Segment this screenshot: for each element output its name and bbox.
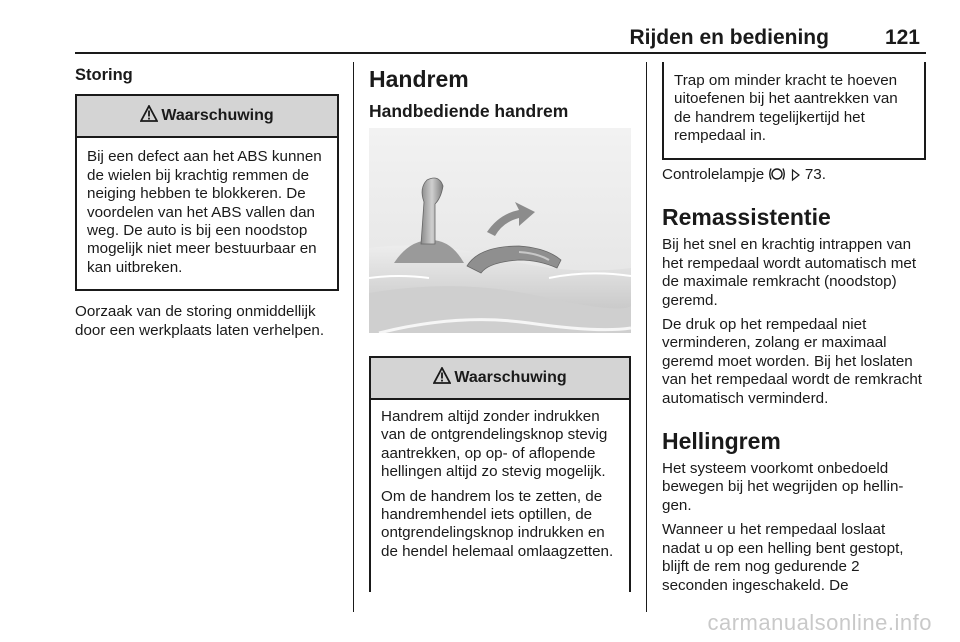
header-rule [75, 52, 926, 54]
hellingrem-paragraph-2: Wanneer u het rempedaal loslaat nadat u op een helling bent gestopt, blijft de rem nog gedurende 2 seconden ingeschakeld. De [662, 521, 904, 594]
warning-header [77, 96, 337, 138]
column-divider-2 [646, 62, 647, 612]
middle-column [369, 66, 631, 120]
continued-warning-box [662, 62, 926, 160]
section-heading-hellingrem: Hellingrem [662, 428, 781, 455]
column-divider-1 [353, 62, 354, 612]
warning-header [371, 358, 629, 400]
remassistentie-paragraph-1: Bij het snel en krachtig intrappen van het rempedaal wordt automatisch met de maximale remkracht (noodstop) geremd. [662, 236, 917, 309]
section-heading-remassistentie: Remassistentie [662, 204, 831, 231]
left-column [75, 66, 339, 346]
section-heading-handrem: Handrem [369, 66, 469, 92]
warning-paragraph-2: Om de handrem los te zetten, de handremhendel iets optillen, de ontgrendelingsknop indrukken en de hendel helemaal omlaagzetten. [381, 487, 614, 560]
warning-body [77, 138, 337, 289]
remassistentie-paragraph-2: De druk op het rempedaal niet verminderen, zolang er maximaal geremd moet worden. Bij het loslaten van het rempedaal wordt de remkracht automatisch verminderd. [662, 316, 923, 407]
page-reference-arrow-icon [791, 168, 801, 182]
header-title: Rijden en bediening [629, 26, 829, 49]
warning-paragraph-1: Handrem altijd zonder indrukken van de ontgrendelingsknop stevig aantrekken, op op- of aflopende hellingen altijd zo stevig mogelijk. [381, 408, 608, 481]
subheading-handbediende-handrem: Handbediende handrem [369, 101, 569, 121]
controlelampje-label: Controlelampje [662, 166, 765, 183]
handbrake-lever-illustration [369, 128, 631, 333]
page-header [629, 26, 920, 50]
controlelampje-page-ref: 73. [804, 166, 826, 183]
warning-body [371, 400, 629, 592]
warning-text: Bij een defect aan het ABS kunnen de wielen bij krachtig remmen de neiging hebben te blokkeren. De voordelen van het ABS vallen dan weg. De auto is bij een noodstop mogelijk niet meer bestuurbaar en kan uitbreken. [87, 148, 322, 276]
warning-box-handrem [369, 356, 631, 592]
controlelampje-line [662, 166, 926, 184]
warning-triangle-icon [433, 367, 451, 384]
warning-triangle-icon [140, 105, 158, 122]
warning-box-abs [75, 94, 339, 291]
right-column [662, 166, 926, 601]
watermark: carmanualsonline.info [707, 610, 932, 635]
continued-warning-body [664, 62, 924, 158]
continued-warning-text: Trap om minder kracht te hoeven uitoefenen bij het aantrekken van de handrem tegelijkertijd het rempedaal in. [674, 72, 898, 145]
warning-title: Waarschuwing [454, 369, 567, 386]
warning-title: Waarschuwing [161, 107, 274, 125]
hellingrem-paragraph-1: Het systeem voorkomt onbedoeld bewegen bij het wegrijden op hellingen. [662, 460, 904, 514]
handbrake-lever-illustration-icon [369, 128, 631, 333]
page-number: 121 [884, 26, 920, 49]
paragraph-storing: Oorzaak van de storing onmiddellijk door een werkplaats laten verhelpen. [75, 303, 325, 339]
brake-warning-lamp-icon [768, 166, 786, 182]
section-heading-storing: Storing [75, 66, 133, 84]
